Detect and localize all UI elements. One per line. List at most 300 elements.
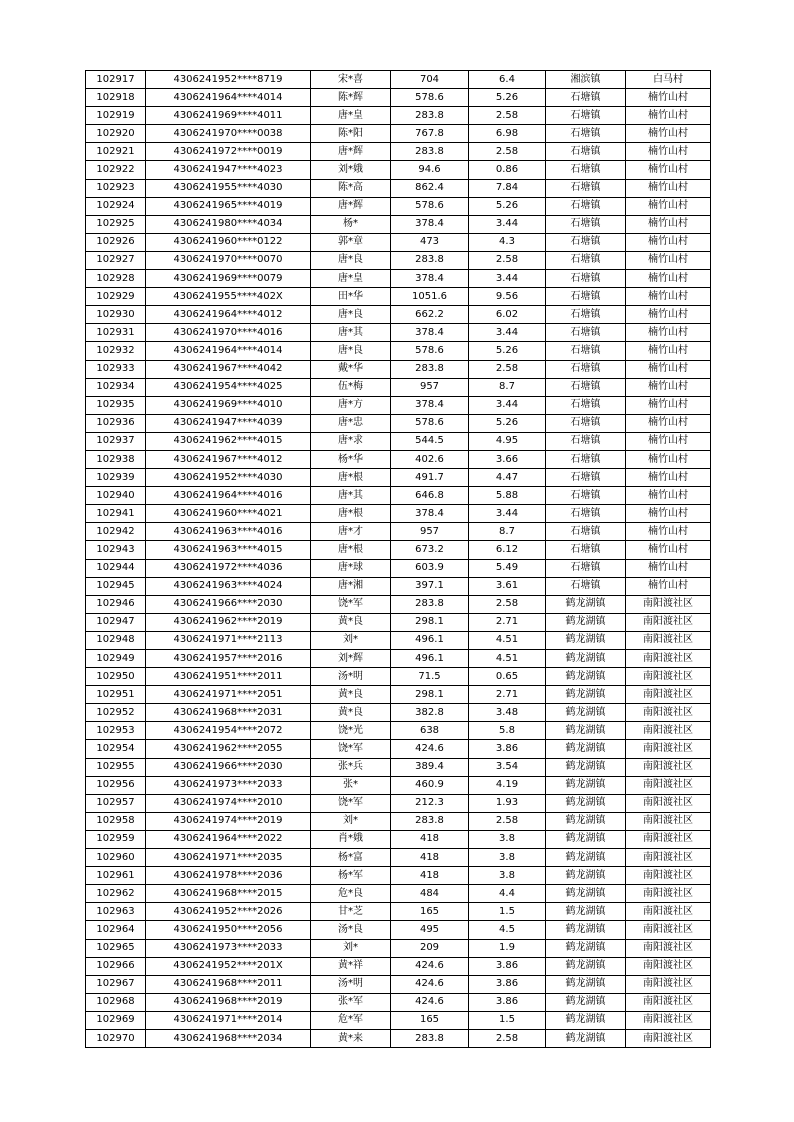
cell-village: 南阳渡社区 — [626, 903, 711, 921]
cell-name: 刘* — [311, 812, 391, 830]
cell-id_number: 4306241963****4015 — [146, 541, 311, 559]
table-row — [86, 704, 711, 722]
table-row — [86, 432, 711, 450]
cell-rate: 2.58 — [469, 812, 546, 830]
cell-serial: 102929 — [86, 288, 146, 306]
cell-village: 南阳渡社区 — [626, 885, 711, 903]
cell-id_number: 4306241967****4012 — [146, 450, 311, 468]
cell-rate: 2.58 — [469, 1029, 546, 1047]
cell-rate: 3.44 — [469, 270, 546, 288]
cell-village: 楠竹山村 — [626, 215, 711, 233]
cell-town: 石塘镇 — [546, 288, 626, 306]
table-row — [86, 559, 711, 577]
cell-amount: 382.8 — [391, 704, 469, 722]
cell-serial: 102945 — [86, 577, 146, 595]
cell-town: 鹤龙湖镇 — [546, 957, 626, 975]
cell-name: 郭*章 — [311, 233, 391, 251]
cell-town: 石塘镇 — [546, 414, 626, 432]
cell-village: 楠竹山村 — [626, 559, 711, 577]
cell-rate: 3.66 — [469, 450, 546, 468]
cell-village: 楠竹山村 — [626, 487, 711, 505]
table-row — [86, 812, 711, 830]
cell-name: 田*华 — [311, 288, 391, 306]
cell-name: 唐*忠 — [311, 414, 391, 432]
cell-village: 楠竹山村 — [626, 469, 711, 487]
cell-amount: 298.1 — [391, 686, 469, 704]
cell-town: 石塘镇 — [546, 179, 626, 197]
table-row — [86, 830, 711, 848]
cell-town: 石塘镇 — [546, 89, 626, 107]
cell-name: 陈*辉 — [311, 89, 391, 107]
cell-town: 鹤龙湖镇 — [546, 776, 626, 794]
cell-rate: 6.98 — [469, 125, 546, 143]
cell-village: 楠竹山村 — [626, 270, 711, 288]
cell-town: 石塘镇 — [546, 577, 626, 595]
cell-serial: 102968 — [86, 993, 146, 1011]
cell-village: 南阳渡社区 — [626, 975, 711, 993]
cell-amount: 298.1 — [391, 613, 469, 631]
cell-id_number: 4306241964****2022 — [146, 830, 311, 848]
cell-village: 楠竹山村 — [626, 107, 711, 125]
cell-village: 南阳渡社区 — [626, 1011, 711, 1029]
cell-amount: 209 — [391, 939, 469, 957]
cell-village: 楠竹山村 — [626, 306, 711, 324]
cell-village: 南阳渡社区 — [626, 849, 711, 867]
cell-id_number: 4306241968****2015 — [146, 885, 311, 903]
cell-amount: 283.8 — [391, 595, 469, 613]
cell-name: 甘*芝 — [311, 903, 391, 921]
cell-name: 唐*皇 — [311, 107, 391, 125]
cell-serial: 102970 — [86, 1029, 146, 1047]
cell-serial: 102922 — [86, 161, 146, 179]
table-row — [86, 903, 711, 921]
table-row — [86, 957, 711, 975]
cell-serial: 102946 — [86, 595, 146, 613]
cell-name: 刘* — [311, 631, 391, 649]
table-row — [86, 251, 711, 269]
cell-town: 鹤龙湖镇 — [546, 993, 626, 1011]
table-row — [86, 794, 711, 812]
cell-serial: 102965 — [86, 939, 146, 957]
cell-town: 鹤龙湖镇 — [546, 650, 626, 668]
cell-town: 鹤龙湖镇 — [546, 975, 626, 993]
table-row — [86, 668, 711, 686]
cell-town: 石塘镇 — [546, 487, 626, 505]
cell-serial: 102944 — [86, 559, 146, 577]
cell-rate: 5.8 — [469, 722, 546, 740]
cell-amount: 424.6 — [391, 993, 469, 1011]
table-row — [86, 776, 711, 794]
cell-id_number: 4306241970****4016 — [146, 324, 311, 342]
table-row — [86, 450, 711, 468]
cell-name: 唐*皇 — [311, 270, 391, 288]
cell-town: 石塘镇 — [546, 306, 626, 324]
cell-id_number: 4306241964****4014 — [146, 342, 311, 360]
cell-town: 鹤龙湖镇 — [546, 722, 626, 740]
cell-name: 汤*明 — [311, 668, 391, 686]
cell-village: 南阳渡社区 — [626, 939, 711, 957]
cell-id_number: 4306241971****2035 — [146, 849, 311, 867]
cell-serial: 102951 — [86, 686, 146, 704]
cell-serial: 102928 — [86, 270, 146, 288]
cell-village: 楠竹山村 — [626, 161, 711, 179]
cell-rate: 1.5 — [469, 1011, 546, 1029]
table-row — [86, 939, 711, 957]
cell-town: 鹤龙湖镇 — [546, 921, 626, 939]
cell-rate: 2.58 — [469, 251, 546, 269]
cell-town: 石塘镇 — [546, 125, 626, 143]
cell-rate: 1.5 — [469, 903, 546, 921]
cell-id_number: 4306241980****4034 — [146, 215, 311, 233]
cell-rate: 0.65 — [469, 668, 546, 686]
cell-serial: 102960 — [86, 849, 146, 867]
cell-amount: 496.1 — [391, 631, 469, 649]
cell-village: 楠竹山村 — [626, 197, 711, 215]
cell-amount: 165 — [391, 1011, 469, 1029]
cell-town: 鹤龙湖镇 — [546, 1029, 626, 1047]
cell-town: 湘滨镇 — [546, 71, 626, 89]
cell-rate: 2.71 — [469, 686, 546, 704]
cell-amount: 71.5 — [391, 668, 469, 686]
cell-serial: 102940 — [86, 487, 146, 505]
cell-amount: 424.6 — [391, 957, 469, 975]
cell-rate: 5.49 — [469, 559, 546, 577]
cell-amount: 638 — [391, 722, 469, 740]
cell-name: 唐*根 — [311, 469, 391, 487]
table-row — [86, 595, 711, 613]
cell-village: 楠竹山村 — [626, 432, 711, 450]
cell-amount: 283.8 — [391, 812, 469, 830]
cell-serial: 102926 — [86, 233, 146, 251]
table-row — [86, 631, 711, 649]
cell-town: 鹤龙湖镇 — [546, 794, 626, 812]
cell-name: 张*兵 — [311, 758, 391, 776]
cell-amount: 578.6 — [391, 197, 469, 215]
cell-village: 楠竹山村 — [626, 577, 711, 595]
cell-rate: 3.44 — [469, 505, 546, 523]
cell-name: 唐*良 — [311, 251, 391, 269]
cell-village: 楠竹山村 — [626, 505, 711, 523]
cell-town: 鹤龙湖镇 — [546, 867, 626, 885]
cell-id_number: 4306241955****402X — [146, 288, 311, 306]
cell-id_number: 4306241965****4019 — [146, 197, 311, 215]
cell-town: 鹤龙湖镇 — [546, 849, 626, 867]
cell-serial: 102969 — [86, 1011, 146, 1029]
cell-name: 刘*娥 — [311, 161, 391, 179]
cell-amount: 704 — [391, 71, 469, 89]
cell-name: 唐*根 — [311, 505, 391, 523]
cell-id_number: 4306241971****2113 — [146, 631, 311, 649]
table-row — [86, 71, 711, 89]
cell-name: 张* — [311, 776, 391, 794]
cell-id_number: 4306241947****4039 — [146, 414, 311, 432]
cell-rate: 4.95 — [469, 432, 546, 450]
cell-town: 鹤龙湖镇 — [546, 885, 626, 903]
cell-serial: 102956 — [86, 776, 146, 794]
cell-village: 南阳渡社区 — [626, 631, 711, 649]
cell-name: 唐*良 — [311, 342, 391, 360]
cell-amount: 418 — [391, 849, 469, 867]
cell-village: 南阳渡社区 — [626, 1029, 711, 1047]
cell-serial: 102925 — [86, 215, 146, 233]
cell-name: 杨* — [311, 215, 391, 233]
cell-town: 鹤龙湖镇 — [546, 631, 626, 649]
cell-serial: 102935 — [86, 396, 146, 414]
table-row — [86, 849, 711, 867]
cell-name: 危*军 — [311, 1011, 391, 1029]
cell-serial: 102961 — [86, 867, 146, 885]
cell-rate: 3.61 — [469, 577, 546, 595]
cell-id_number: 4306241964****4014 — [146, 89, 311, 107]
cell-id_number: 4306241974****2010 — [146, 794, 311, 812]
cell-id_number: 4306241962****4015 — [146, 432, 311, 450]
cell-town: 石塘镇 — [546, 324, 626, 342]
cell-rate: 0.86 — [469, 161, 546, 179]
table-row — [86, 179, 711, 197]
cell-town: 石塘镇 — [546, 559, 626, 577]
cell-village: 楠竹山村 — [626, 143, 711, 161]
cell-id_number: 4306241952****2026 — [146, 903, 311, 921]
cell-serial: 102934 — [86, 378, 146, 396]
cell-id_number: 4306241973****2033 — [146, 939, 311, 957]
cell-id_number: 4306241962****2055 — [146, 740, 311, 758]
table-row — [86, 1011, 711, 1029]
cell-village: 南阳渡社区 — [626, 921, 711, 939]
cell-rate: 8.7 — [469, 378, 546, 396]
cell-name: 唐*良 — [311, 306, 391, 324]
cell-amount: 673.2 — [391, 541, 469, 559]
cell-town: 石塘镇 — [546, 378, 626, 396]
cell-serial: 102964 — [86, 921, 146, 939]
cell-village: 楠竹山村 — [626, 179, 711, 197]
cell-serial: 102943 — [86, 541, 146, 559]
cell-id_number: 4306241955****4030 — [146, 179, 311, 197]
cell-village: 南阳渡社区 — [626, 595, 711, 613]
table-row — [86, 993, 711, 1011]
cell-amount: 94.6 — [391, 161, 469, 179]
cell-amount: 389.4 — [391, 758, 469, 776]
cell-rate: 1.93 — [469, 794, 546, 812]
cell-name: 唐*球 — [311, 559, 391, 577]
cell-serial: 102920 — [86, 125, 146, 143]
cell-name: 唐*辉 — [311, 197, 391, 215]
cell-serial: 102921 — [86, 143, 146, 161]
cell-serial: 102953 — [86, 722, 146, 740]
cell-amount: 473 — [391, 233, 469, 251]
cell-town: 鹤龙湖镇 — [546, 595, 626, 613]
cell-rate: 3.48 — [469, 704, 546, 722]
table-row — [86, 143, 711, 161]
cell-name: 饶*军 — [311, 740, 391, 758]
cell-serial: 102938 — [86, 450, 146, 468]
cell-town: 石塘镇 — [546, 505, 626, 523]
cell-rate: 6.4 — [469, 71, 546, 89]
table-row — [86, 523, 711, 541]
table-row — [86, 975, 711, 993]
table-row — [86, 288, 711, 306]
cell-amount: 1051.6 — [391, 288, 469, 306]
cell-amount: 578.6 — [391, 414, 469, 432]
cell-rate: 9.56 — [469, 288, 546, 306]
cell-id_number: 4306241963****4016 — [146, 523, 311, 541]
cell-id_number: 4306241954****4025 — [146, 378, 311, 396]
cell-town: 石塘镇 — [546, 215, 626, 233]
cell-village: 楠竹山村 — [626, 378, 711, 396]
cell-rate: 8.7 — [469, 523, 546, 541]
cell-rate: 5.26 — [469, 342, 546, 360]
cell-serial: 102963 — [86, 903, 146, 921]
cell-town: 鹤龙湖镇 — [546, 758, 626, 776]
cell-rate: 3.86 — [469, 957, 546, 975]
cell-amount: 957 — [391, 523, 469, 541]
cell-amount: 283.8 — [391, 107, 469, 125]
cell-id_number: 4306241968****2011 — [146, 975, 311, 993]
cell-village: 楠竹山村 — [626, 414, 711, 432]
cell-id_number: 4306241973****2033 — [146, 776, 311, 794]
cell-serial: 102955 — [86, 758, 146, 776]
table-row — [86, 541, 711, 559]
cell-town: 石塘镇 — [546, 469, 626, 487]
cell-rate: 7.84 — [469, 179, 546, 197]
cell-id_number: 4306241951****2011 — [146, 668, 311, 686]
table-row — [86, 161, 711, 179]
cell-village: 楠竹山村 — [626, 288, 711, 306]
cell-id_number: 4306241963****4024 — [146, 577, 311, 595]
cell-amount: 402.6 — [391, 450, 469, 468]
cell-village: 楠竹山村 — [626, 125, 711, 143]
cell-amount: 662.2 — [391, 306, 469, 324]
cell-name: 陈*高 — [311, 179, 391, 197]
cell-rate: 3.8 — [469, 867, 546, 885]
cell-id_number: 4306241971****2051 — [146, 686, 311, 704]
cell-village: 楠竹山村 — [626, 360, 711, 378]
cell-id_number: 4306241969****4010 — [146, 396, 311, 414]
cell-serial: 102967 — [86, 975, 146, 993]
table-row — [86, 505, 711, 523]
table-row — [86, 686, 711, 704]
cell-serial: 102936 — [86, 414, 146, 432]
cell-town: 石塘镇 — [546, 161, 626, 179]
table-row — [86, 758, 711, 776]
cell-name: 唐*才 — [311, 523, 391, 541]
table-row — [86, 360, 711, 378]
cell-village: 楠竹山村 — [626, 89, 711, 107]
cell-name: 唐*求 — [311, 432, 391, 450]
cell-amount: 460.9 — [391, 776, 469, 794]
cell-name: 汤*明 — [311, 975, 391, 993]
cell-serial: 102947 — [86, 613, 146, 631]
cell-amount: 378.4 — [391, 396, 469, 414]
cell-id_number: 4306241969****4011 — [146, 107, 311, 125]
cell-town: 石塘镇 — [546, 432, 626, 450]
cell-amount: 484 — [391, 885, 469, 903]
cell-rate: 3.86 — [469, 740, 546, 758]
cell-serial: 102939 — [86, 469, 146, 487]
table-row — [86, 740, 711, 758]
cell-rate: 2.58 — [469, 143, 546, 161]
cell-village: 楠竹山村 — [626, 251, 711, 269]
table-row — [86, 650, 711, 668]
cell-rate: 3.86 — [469, 993, 546, 1011]
table-row — [86, 414, 711, 432]
cell-amount: 418 — [391, 830, 469, 848]
cell-town: 鹤龙湖镇 — [546, 939, 626, 957]
cell-amount: 378.4 — [391, 505, 469, 523]
cell-amount: 862.4 — [391, 179, 469, 197]
cell-rate: 3.54 — [469, 758, 546, 776]
cell-id_number: 4306241952****8719 — [146, 71, 311, 89]
cell-name: 黄*来 — [311, 1029, 391, 1047]
cell-village: 南阳渡社区 — [626, 686, 711, 704]
cell-town: 鹤龙湖镇 — [546, 830, 626, 848]
cell-id_number: 4306241970****0070 — [146, 251, 311, 269]
cell-serial: 102958 — [86, 812, 146, 830]
cell-amount: 418 — [391, 867, 469, 885]
cell-town: 石塘镇 — [546, 342, 626, 360]
table-row — [86, 378, 711, 396]
cell-id_number: 4306241967****4042 — [146, 360, 311, 378]
cell-name: 危*良 — [311, 885, 391, 903]
cell-name: 陈*阳 — [311, 125, 391, 143]
cell-rate: 4.51 — [469, 650, 546, 668]
cell-name: 黄*祥 — [311, 957, 391, 975]
cell-town: 石塘镇 — [546, 396, 626, 414]
cell-id_number: 4306241952****201X — [146, 957, 311, 975]
cell-rate: 4.5 — [469, 921, 546, 939]
cell-village: 南阳渡社区 — [626, 957, 711, 975]
table-row — [86, 233, 711, 251]
cell-name: 唐*其 — [311, 324, 391, 342]
cell-amount: 165 — [391, 903, 469, 921]
cell-amount: 283.8 — [391, 143, 469, 161]
cell-serial: 102949 — [86, 650, 146, 668]
cell-village: 南阳渡社区 — [626, 993, 711, 1011]
table-row — [86, 197, 711, 215]
cell-id_number: 4306241947****4023 — [146, 161, 311, 179]
cell-village: 南阳渡社区 — [626, 758, 711, 776]
cell-town: 石塘镇 — [546, 541, 626, 559]
cell-name: 黄*良 — [311, 704, 391, 722]
cell-name: 饶*光 — [311, 722, 391, 740]
cell-serial: 102924 — [86, 197, 146, 215]
cell-amount: 495 — [391, 921, 469, 939]
cell-serial: 102966 — [86, 957, 146, 975]
cell-rate: 2.58 — [469, 595, 546, 613]
cell-amount: 491.7 — [391, 469, 469, 487]
table-row — [86, 215, 711, 233]
cell-amount: 646.8 — [391, 487, 469, 505]
cell-rate: 6.02 — [469, 306, 546, 324]
cell-serial: 102941 — [86, 505, 146, 523]
table-row — [86, 487, 711, 505]
cell-rate: 1.9 — [469, 939, 546, 957]
cell-amount: 378.4 — [391, 324, 469, 342]
table-row — [86, 324, 711, 342]
cell-serial: 102923 — [86, 179, 146, 197]
table-row — [86, 722, 711, 740]
cell-serial: 102950 — [86, 668, 146, 686]
cell-serial: 102930 — [86, 306, 146, 324]
cell-id_number: 4306241957****2016 — [146, 650, 311, 668]
cell-village: 楠竹山村 — [626, 233, 711, 251]
cell-serial: 102948 — [86, 631, 146, 649]
cell-town: 石塘镇 — [546, 233, 626, 251]
table-row — [86, 342, 711, 360]
cell-rate: 5.26 — [469, 197, 546, 215]
cell-amount: 283.8 — [391, 1029, 469, 1047]
cell-rate: 3.8 — [469, 849, 546, 867]
cell-id_number: 4306241960****4021 — [146, 505, 311, 523]
